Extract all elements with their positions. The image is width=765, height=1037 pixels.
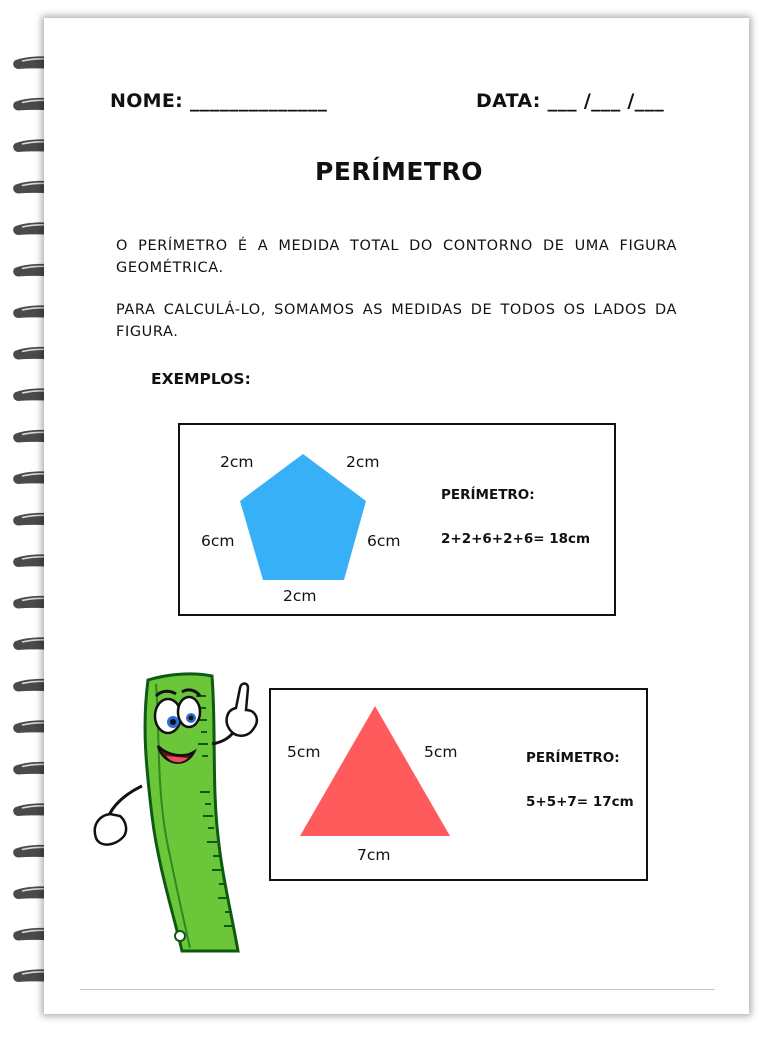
pentagon-perimeter-formula: 2+2+6+2+6= 18cm [441,531,591,547]
name-field-label: NOME: ______________ [110,90,328,112]
page-title: PERÍMETRO [315,157,483,186]
pentagon-side-top-right: 2cm [346,453,380,471]
pentagon-side-bottom: 2cm [283,587,317,605]
triangle-shape [269,688,648,881]
date-field-label: DATA: ___ /___ /___ [476,90,665,112]
ruler-mascot-icon [90,666,265,956]
definition-paragraph: O PERÍMETRO É A MEDIDA TOTAL DO CONTORNO DE UMA FIGURA GEOMÉTRICA. [116,238,677,276]
triangle-side-right: 5cm [424,743,458,761]
triangle-perimeter-formula: 5+5+7= 17cm [526,794,634,810]
pentagon-shape [178,423,616,616]
footer-divider [80,989,715,990]
triangle-side-bottom: 7cm [357,846,391,864]
triangle-perimeter-label: PERÍMETRO: [526,750,620,766]
examples-label: EXEMPLOS: [151,370,251,388]
pentagon-side-right: 6cm [367,532,401,550]
pentagon-perimeter-label: PERÍMETRO: [441,487,535,503]
method-paragraph: PARA CALCULÁ-LO, SOMAMOS AS MEDIDAS DE TODOS OS LADOS DA FIGURA. [116,302,677,340]
triangle-side-left: 5cm [287,743,321,761]
pentagon-side-left: 6cm [201,532,235,550]
pentagon-side-top-left: 2cm [220,453,254,471]
